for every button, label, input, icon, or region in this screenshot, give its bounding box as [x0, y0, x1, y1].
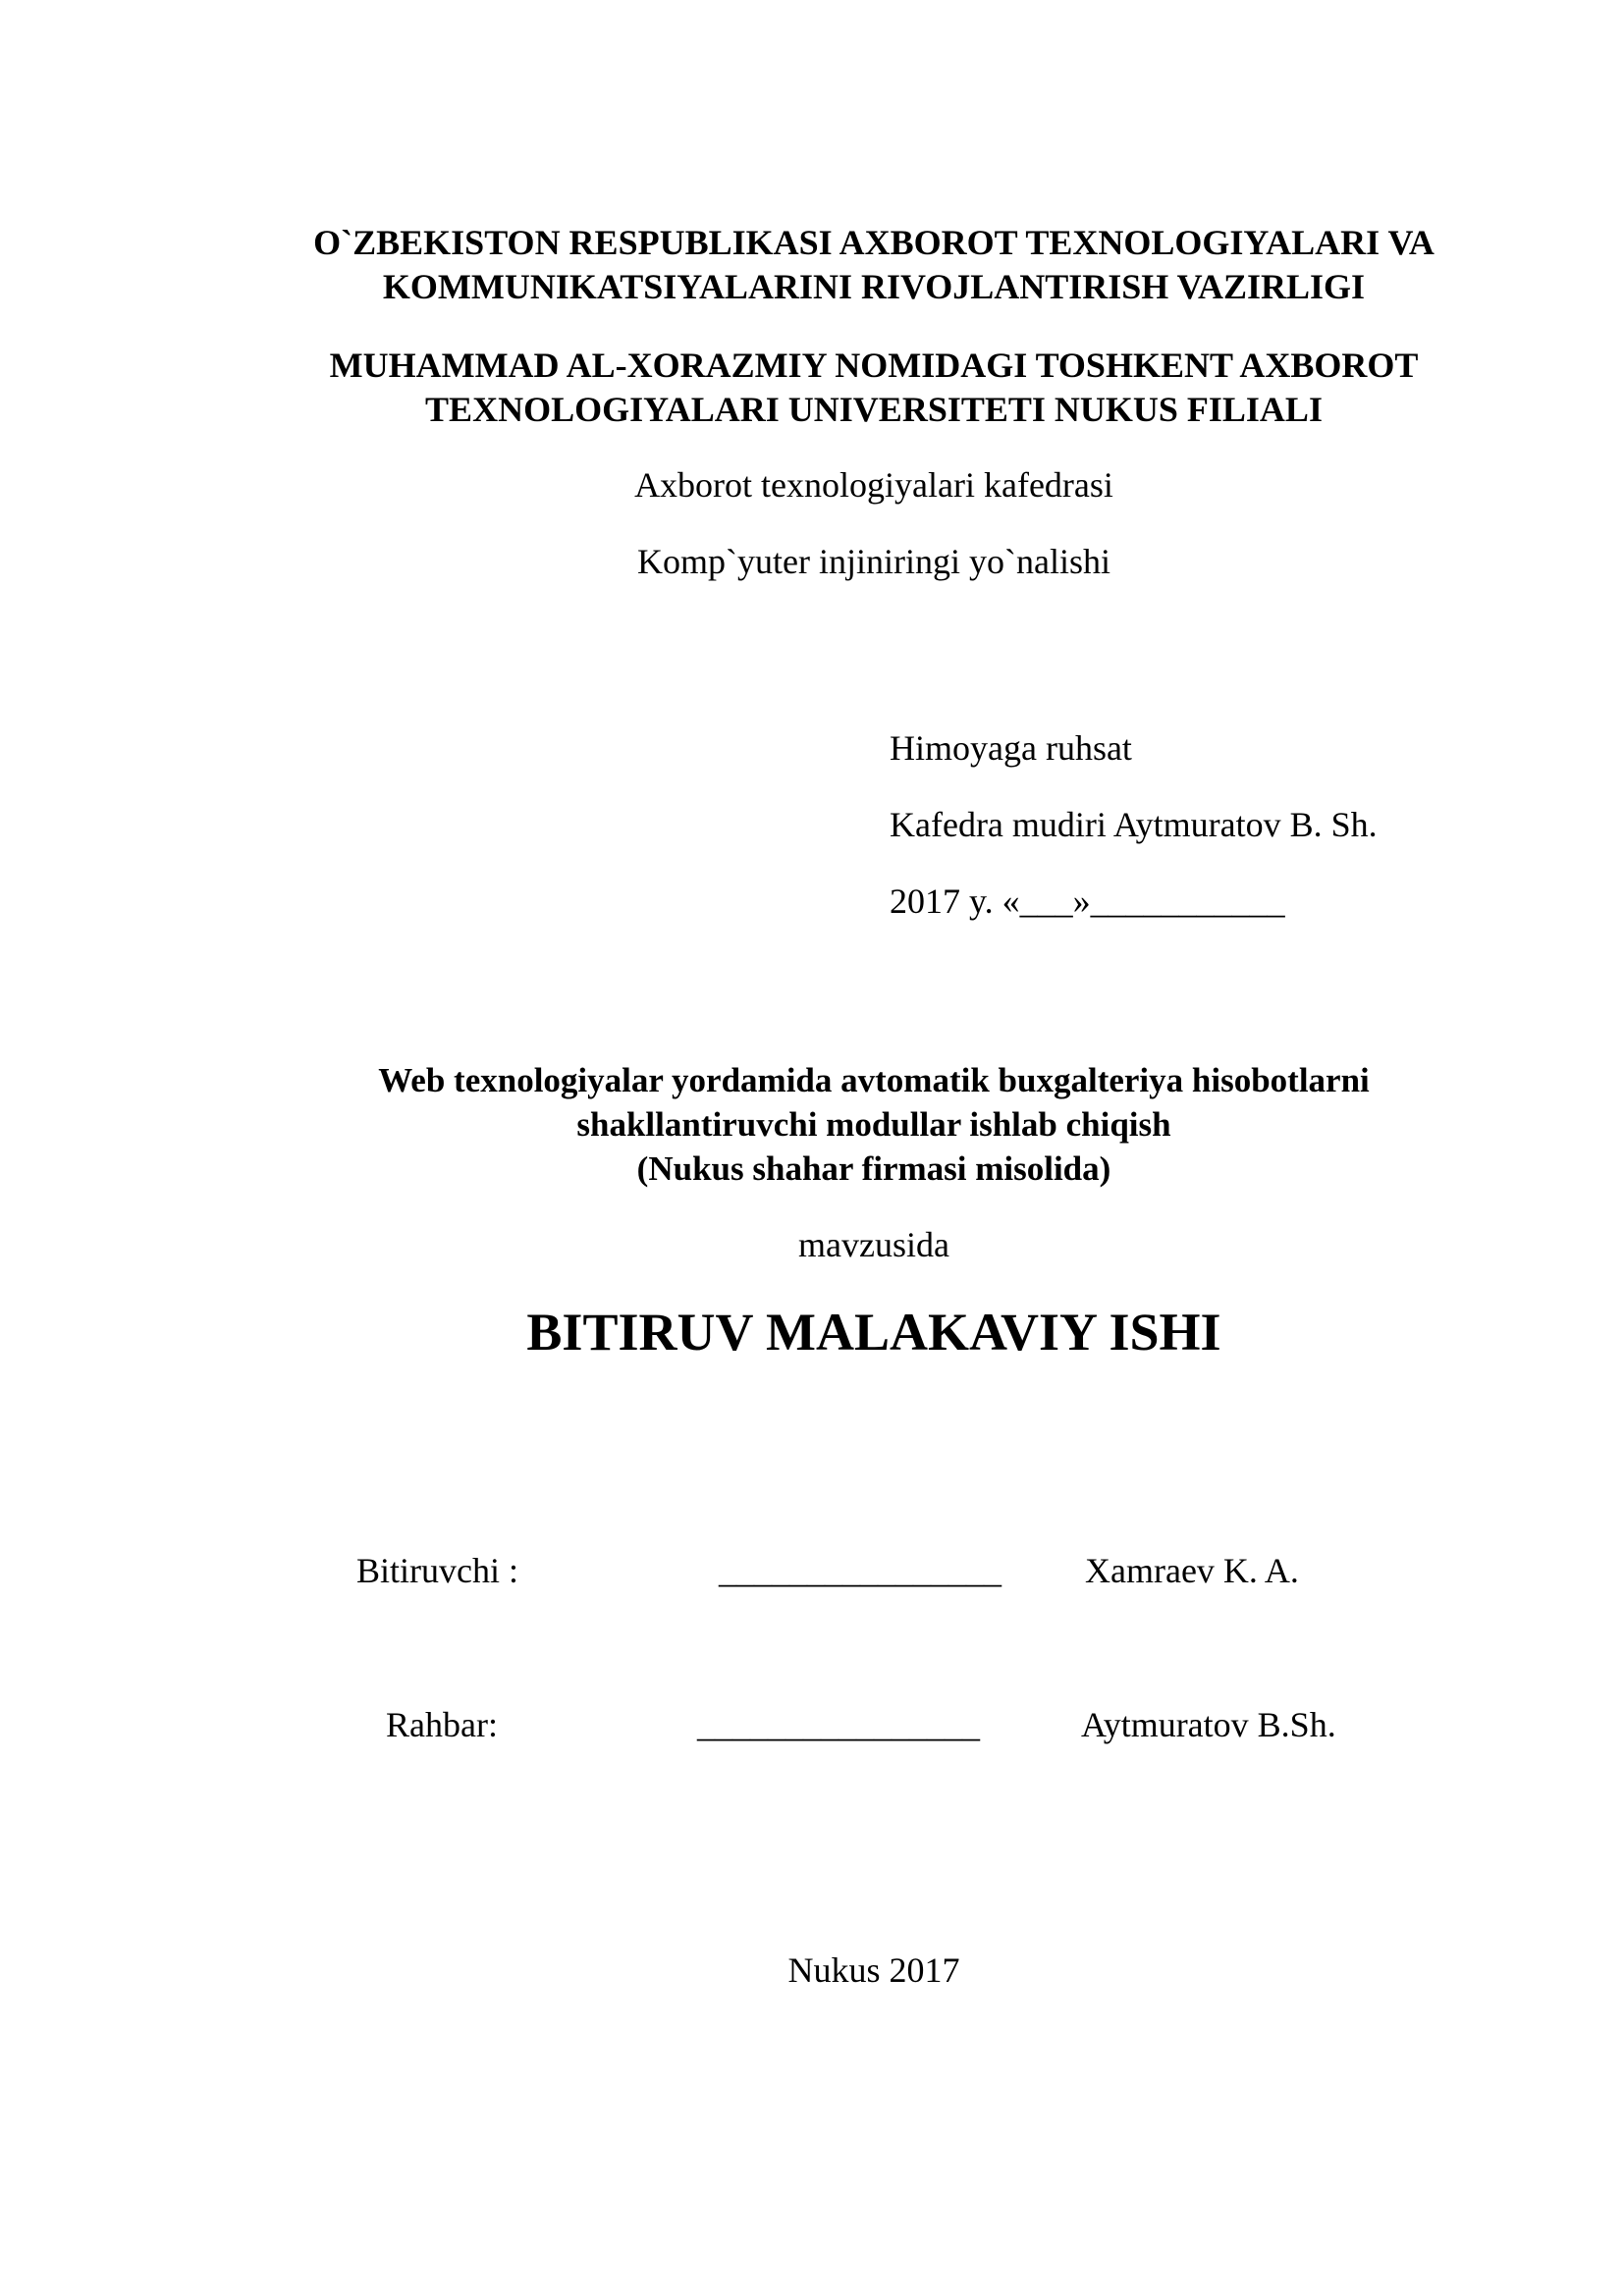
graduate-signature-line: ________________ [719, 1551, 1001, 1590]
document-type-title: BITIRUV MALAKAVIY ISHI [526, 1303, 1221, 1362]
approval-head-of-department: Kafedra mudiri Aytmuratov B. Sh. [890, 805, 1378, 844]
study-direction: Komp`yuter injiniringi yo`nalishi [637, 542, 1110, 581]
department-name: Axborot texnologiyalari kafedrasi [634, 465, 1113, 505]
university-heading-line-1: MUHAMMAD AL-XORAZMIY NOMIDAGI TOSHKENT AXBOROT [329, 346, 1419, 385]
ministry-heading-line-2: KOMMUNIKATSIYALARINI RIVOJLANTIRISH VAZIRLIGI [382, 267, 1366, 306]
ministry-heading-line-1: O`ZBEKISTON RESPUBLIKASI AXBOROT TEXNOLOGIYALARI VA [313, 223, 1435, 262]
supervisor-signature-line: ________________ [697, 1705, 980, 1744]
university-heading-line-2: TEXNOLOGIYALARI UNIVERSITETI NUKUS FILIALI [425, 390, 1323, 429]
thesis-topic [0, 1058, 1624, 1191]
thesis-topic-line-1: Web texnologiyalar yordamida avtomatik buxgalteriya hisobotlarni [378, 1061, 1370, 1099]
graduate-name: Xamraev K. A. [1085, 1551, 1299, 1590]
footer-place-year: Nukus 2017 [787, 1950, 960, 1990]
approval-title: Himoyaga ruhsat [890, 728, 1132, 768]
approval-date: 2017 y. «___»___________ [890, 881, 1285, 921]
university-heading [0, 344, 1624, 432]
ministry-heading [0, 221, 1624, 309]
thesis-topic-line-2: shakllantiruvchi modullar ishlab chiqish [576, 1105, 1171, 1144]
thesis-topic-line-3: (Nukus shahar firmasi misolida) [636, 1149, 1111, 1188]
supervisor-name: Aytmuratov B.Sh. [1081, 1705, 1336, 1744]
topic-suffix: mavzusida [798, 1225, 949, 1264]
graduate-label: Bitiruvchi : [356, 1551, 518, 1590]
supervisor-label: Rahbar: [386, 1705, 498, 1744]
